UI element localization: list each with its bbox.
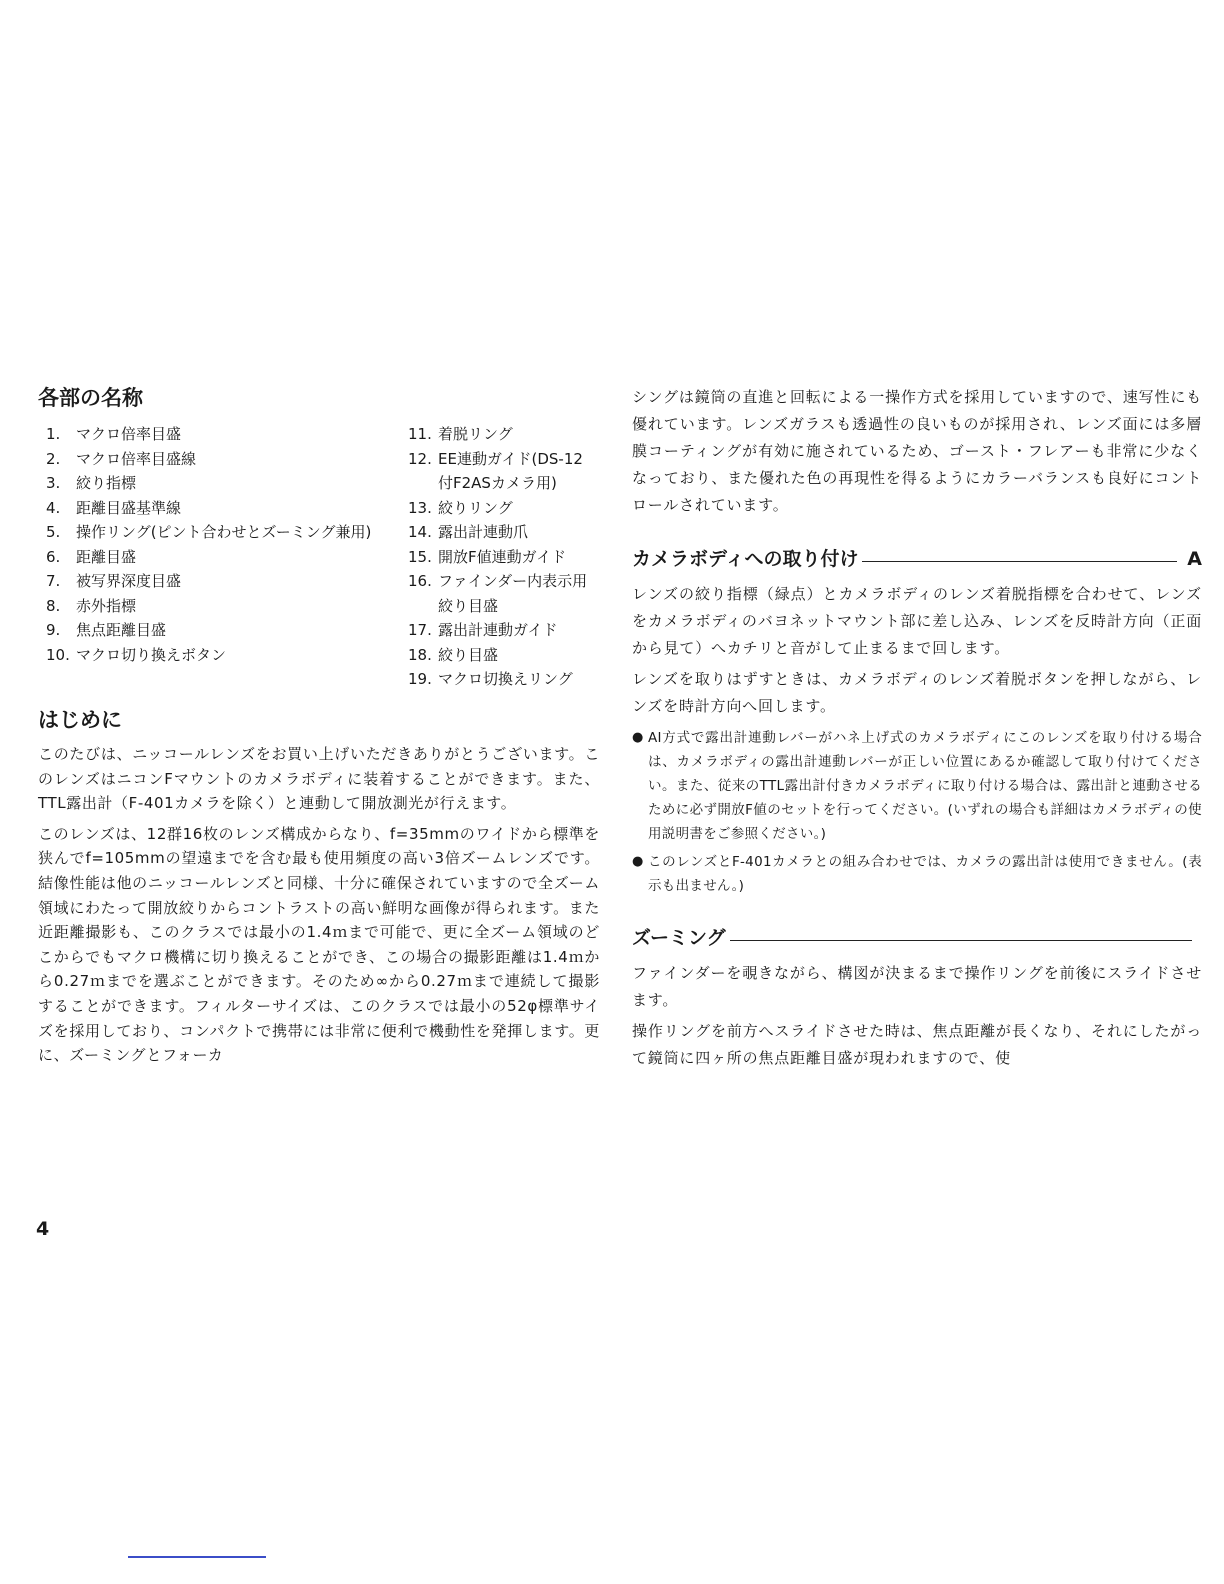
zoom-paragraph-1: ファインダーを覗きながら、構図が決まるまで操作リングを前後にスライドさせます。 (632, 964, 1202, 1009)
item-number: 9. (46, 621, 61, 639)
item-number: 7. (46, 572, 61, 590)
list-item (632, 726, 1202, 846)
item-number: 15. (408, 547, 432, 566)
mount-section-header (632, 545, 1202, 573)
item-number: 3. (46, 474, 61, 492)
zoom-section-header (632, 924, 1202, 952)
list-item (46, 447, 406, 472)
item-text: 距離目盛 (76, 547, 137, 566)
list-item (46, 618, 406, 643)
list-item (46, 569, 406, 594)
mount-section-title: カメラボディへの取り付け (632, 548, 859, 570)
item-number: 14. (408, 523, 432, 541)
item-text: 焦点距離目盛 (76, 621, 167, 639)
item-text: 絞り指標 (76, 474, 137, 492)
item-text: マクロ切換えリング (438, 670, 573, 688)
item-text-continued: 絞り目盛 (438, 596, 499, 615)
bullet-icon: ● (632, 730, 644, 745)
list-item (408, 569, 608, 618)
item-number: 5. (46, 523, 61, 541)
list-item (46, 471, 406, 496)
list-item (408, 520, 608, 545)
item-text: 開放F値連動ガイド (438, 547, 567, 566)
mount-paragraph-2: レンズを取りはずすときは、カメラボディのレンズ着脱ボタンを押しながら、レンズを時計方向へ回します。 (632, 670, 1202, 715)
list-item (408, 643, 608, 668)
intro-section-title: はじめに (38, 708, 122, 732)
left-column (38, 384, 600, 1068)
parts-section-title: 各部の名称 (38, 386, 143, 410)
list-item (46, 594, 406, 619)
item-text: 距離目盛基準線 (76, 498, 182, 517)
intro-paragraph-1: このたびは、ニッコールレンズをお買い上げいただきありがとうございます。このレンズはニコンFマウントのカメラボディに装着することができます。また、TTL露出計（F-401カメラを除く）と連動して開放測光が行えます。 (38, 745, 600, 813)
item-number: 1. (46, 425, 61, 443)
item-text: 被写界深度目盛 (76, 572, 182, 590)
list-item (408, 496, 608, 521)
item-text: 着脱リング (438, 425, 513, 443)
mount-paragraph-1: レンズの絞り指標（緑点）とカメラボディのレンズ着脱指標を合わせて、レンズをカメラボディのバヨネットマウント部に差し込み、レンズを反時計方向（正面から見て）へカチリと音がして止まるまで回します。 (632, 585, 1202, 657)
item-number: 2. (46, 449, 61, 468)
mount-notes (632, 726, 1202, 898)
page-number: 4 (36, 1218, 50, 1240)
item-number: 18. (408, 645, 432, 664)
list-item (408, 667, 608, 692)
list-item (408, 422, 608, 447)
list-item (632, 850, 1202, 898)
list-item (46, 545, 406, 570)
parts-list-left (46, 422, 406, 667)
item-text: 絞りリング (438, 498, 513, 517)
item-text: マクロ倍率目盛 (76, 425, 182, 443)
list-item (46, 422, 406, 447)
section-marker: A (1187, 548, 1202, 570)
item-text: ファインダー内表示用 (438, 572, 588, 590)
item-number: 19. (408, 670, 432, 688)
list-item (46, 643, 406, 668)
item-text: 露出計連動ガイド (438, 621, 558, 639)
item-number: 13. (408, 498, 432, 517)
zoom-paragraph-2: 操作リングを前方へスライドさせた時は、焦点距離が長くなり、それにしたがって鏡筒に四ヶ所の焦点距離目盛が現われますので、使 (632, 1022, 1202, 1067)
list-item (46, 496, 406, 521)
intro-paragraph-2: このレンズは、12群16枚のレンズ構成からなり、f=35mmのワイドから標準を狭んでf=105mmの望遠までを含む最も使用頻度の高い3倍ズームレンズです。結像性能は他のニッコールレンズと同様、十分に確保されていますので全ズーム領域にわたって開放絞りからコントラストの高い鮮明な画像が得られます。また近距離撮影も、このクラスでは最小の1.4ｍまで可能で、更に全ズーム領域のどこからでもマクロ機構に切り換えることができ、この場合の撮影距離は1.4ｍから0.27ｍまでを選ぶことができます。そのため∞から0.27ｍまで連続して撮影することができます。フィルターサイズは、このクラスでは最小の52φ標準サイズを採用しており、コンパクトで携帯には非常に便利で機動性を発揮します。更に、ズーミングとフォーカ (38, 824, 600, 1065)
item-text: 操作リング(ピント合わせとズーミング兼用) (76, 523, 372, 541)
item-number: 11. (408, 425, 432, 443)
bullet-text: AI方式で露出計連動レバーがハネ上げ式のカメラボディにこのレンズを取り付ける場合は、カメラボディの露出計連動レバーが正しい位置にあるか確認して取り付けてください。また、従来のTTL露出計付きカメラボディに取り付ける場合は、露出計と連動させるために必ず開放F値のセットを行ってください。(いずれの場合も詳細はカメラボディの使用説明書をご参照ください。) (648, 730, 1202, 842)
item-text: EE連動ガイド(DS-12 (438, 449, 583, 468)
list-item (408, 618, 608, 643)
parts-list (38, 422, 600, 698)
section-rule (862, 561, 1177, 562)
item-number: 12. (408, 449, 432, 468)
bottom-divider (128, 1556, 266, 1558)
item-number: 6. (46, 547, 61, 566)
item-number: 17. (408, 621, 432, 639)
list-item (408, 545, 608, 570)
item-number: 16. (408, 572, 432, 590)
right-column (632, 384, 1202, 1072)
parts-list-right (408, 422, 608, 692)
bullet-text: このレンズとF-401カメラとの組み合わせでは、カメラの露出計は使用できません。(表示も出ません。) (648, 854, 1202, 894)
continued-paragraph: シングは鏡筒の直進と回転による一操作方式を採用していますので、速写性にも優れています。レンズガラスも透過性の良いものが採用され、レンズ面には多層膜コーティングが有効に施されているため、ゴースト・フレアーも非常に少なくなっており、また優れた色の再現性を得るようにカラーバランスも良好にコントロールされています。 (632, 388, 1202, 514)
item-text: 絞り目盛 (438, 645, 499, 664)
item-number: 8. (46, 596, 61, 615)
item-text: 露出計連動爪 (438, 523, 529, 541)
item-text-continued: 付F2ASカメラ用) (438, 474, 557, 492)
item-number: 4. (46, 498, 61, 517)
item-number: 10. (46, 645, 70, 664)
item-text: 赤外指標 (76, 596, 137, 615)
item-text: マクロ倍率目盛線 (76, 449, 197, 468)
section-rule (730, 940, 1192, 941)
item-text: マクロ切り換えボタン (76, 645, 227, 664)
list-item (46, 520, 406, 545)
bullet-icon: ● (632, 854, 644, 869)
list-item (408, 447, 608, 496)
zoom-section-title: ズーミング (632, 927, 726, 949)
